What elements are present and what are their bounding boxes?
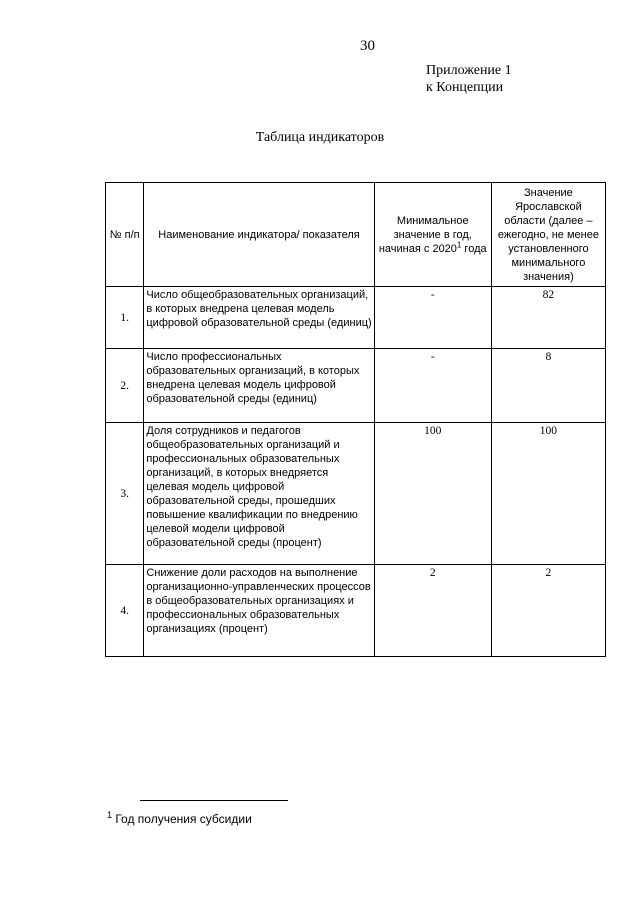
table-row xyxy=(106,287,606,349)
row-name: Доля сотрудников и педагогов общеобразовательных организаций и профессиональных образовательных организаций, в которых внедряется целевая модель цифровой образовательной среды, прошедших повышение квалификации по внедрению целевой модели цифровой образовательной среды (процент) xyxy=(144,423,374,565)
row-name: Число общеобразовательных организаций, в которых внедрена целевая модель цифровой образовательной среды (единиц) xyxy=(144,287,374,349)
footnote-separator xyxy=(140,800,288,801)
row-num: 3. xyxy=(106,423,144,565)
table-row xyxy=(106,349,606,423)
appendix-line-2: к Концепции xyxy=(426,80,504,95)
header-num: № п/п xyxy=(106,183,144,287)
appendix-caption xyxy=(426,62,512,96)
header-min-tail: года xyxy=(461,242,487,255)
footnote xyxy=(107,812,252,826)
row-min: - xyxy=(374,349,491,423)
header-min-text: Минимальное значение в год, начиная с 2020 xyxy=(378,214,472,255)
footnote-ref: 1 xyxy=(456,239,462,249)
row-min: 2 xyxy=(374,565,491,657)
row-value: 2 xyxy=(491,565,605,657)
header-name: Наименование индикатора/ показателя xyxy=(144,183,374,287)
table-title: Таблица индикаторов xyxy=(255,130,385,145)
row-min: 100 xyxy=(374,423,491,565)
row-num: 4. xyxy=(106,565,144,657)
appendix-line-1: Приложение 1 xyxy=(426,63,512,78)
header-value: Значение Ярославской области (далее – ежегодно, не менее установленного минимального значения) xyxy=(491,183,605,287)
footnote-text: Год получения субсидии xyxy=(112,812,252,826)
row-name: Число профессиональных образовательных организаций, в которых внедрена целевая модель цифровой образовательной среды (единиц) xyxy=(144,349,374,423)
table-header-row xyxy=(106,183,606,287)
header-min xyxy=(374,183,491,287)
row-num: 2. xyxy=(106,349,144,423)
table-row xyxy=(106,423,606,565)
row-min: - xyxy=(374,287,491,349)
row-num: 1. xyxy=(106,287,144,349)
table-row xyxy=(106,565,606,657)
footnote-mark: 1 xyxy=(107,810,113,820)
row-name: Снижение доли расходов на выполнение организационно-управленческих процессов в общеобразовательных организациях и профессиональных образовательных организациях (процент) xyxy=(144,565,374,657)
row-value: 82 xyxy=(491,287,605,349)
indicators-table xyxy=(105,182,606,657)
page-number: 30 xyxy=(360,38,375,54)
row-value: 100 xyxy=(491,423,605,565)
row-value: 8 xyxy=(491,349,605,423)
